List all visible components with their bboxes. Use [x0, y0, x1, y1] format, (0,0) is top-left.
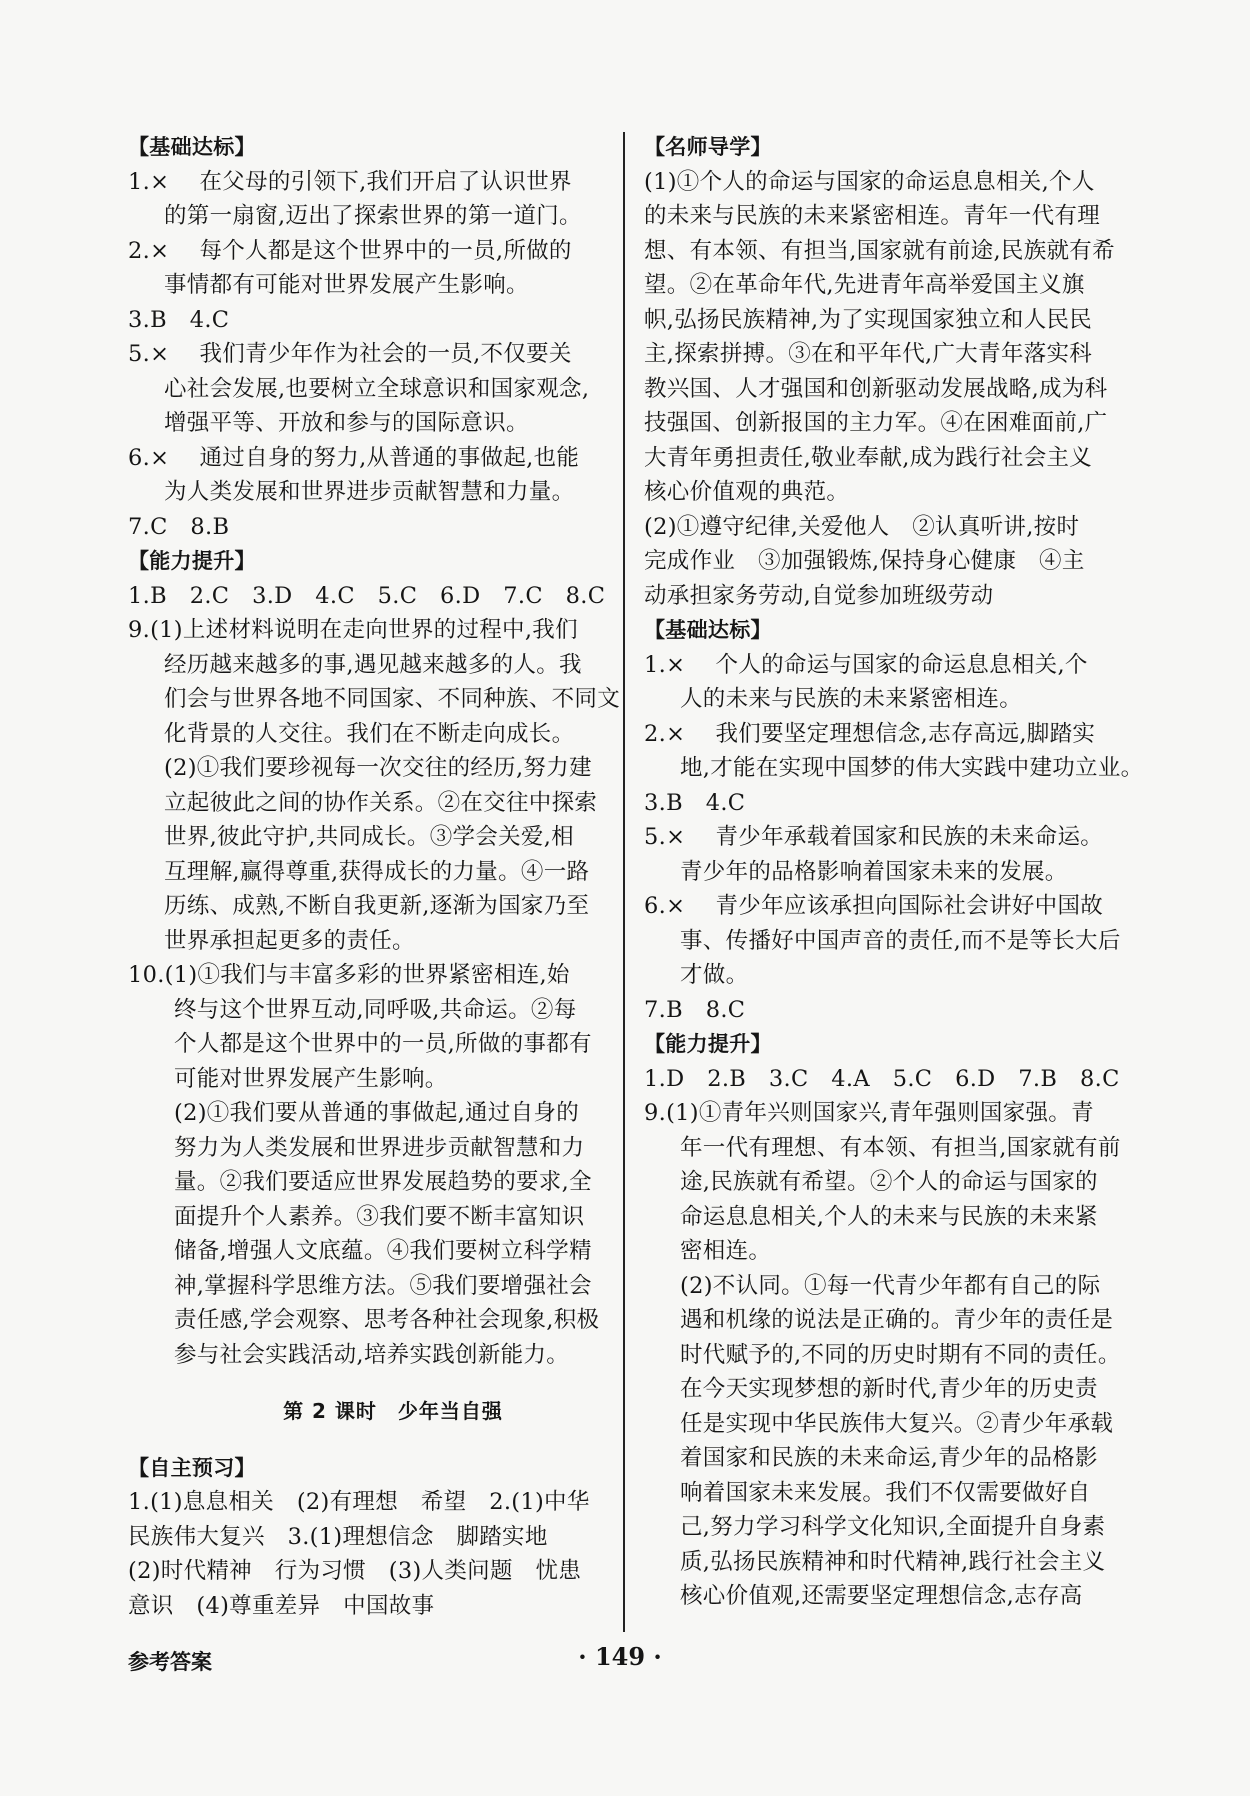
- answer-line: 经历越来越多的事,遇见越来越多的人。我: [164, 651, 582, 678]
- answer-line: 想、有本领、有担当,国家就有前途,民族就有希: [644, 237, 1115, 264]
- answer-line: 增强平等、开放和参与的国际意识。: [164, 410, 529, 436]
- lesson-title: 第 2 课时 少年当自强: [283, 1399, 503, 1423]
- answer-line: 3.B 4.C: [128, 306, 230, 333]
- answer-line: 途,民族就有希望。②个人的命运与国家的: [680, 1169, 1098, 1195]
- answer-line: 1.(1)息息相关 (2)有理想 希望 2.(1)中华: [128, 1489, 590, 1515]
- answer-line: 己,努力学习科学文化知识,全面提升自身素: [680, 1514, 1106, 1540]
- answer-line: 互理解,赢得尊重,获得成长的力量。④一路: [164, 858, 590, 885]
- answer-line: 心社会发展,也要树立全球意识和国家观念,: [164, 375, 590, 402]
- answer-line: 1.D 2.B 3.C 4.A 5.C 6.D 7.B 8.C: [644, 1065, 1120, 1092]
- answer-line: 终与这个世界互动,同呼吸,共命运。②每: [174, 996, 577, 1023]
- answer-line: 在今天实现梦想的新时代,青少年的历史责: [680, 1376, 1098, 1402]
- answer-line: 核心价值观,还需要坚定理想信念,志存高: [680, 1583, 1083, 1609]
- answer-line: 3.B 4.C: [644, 789, 746, 816]
- answer-line: 个人都是这个世界中的一员,所做的事都有: [174, 1031, 592, 1057]
- answer-line: [128, 1429, 658, 1451]
- answer-line: 事情都有可能对世界发展产生影响。: [164, 272, 529, 298]
- answer-line: 意识 (4)尊重差异 中国故事: [128, 1592, 435, 1619]
- answer-line: 7.C 8.B: [128, 513, 230, 540]
- section-heading: 【基础达标】: [128, 135, 256, 159]
- answer-line: 质,弘扬民族精神和时代精神,践行社会主义: [680, 1548, 1106, 1575]
- answer-line: 7.B 8.C: [644, 996, 746, 1023]
- left-column: [128, 130, 658, 1623]
- answer-line: 化背景的人交往。我们在不断走向成长。: [164, 720, 575, 747]
- answer-line: 6.× 青少年应该承担向国际社会讲好中国故: [644, 893, 1104, 919]
- answer-line: 望。②在革命年代,先进青年高举爱国主义旗: [644, 272, 1085, 298]
- footer-label: 参考答案: [128, 1650, 212, 1674]
- answer-line: 帜,弘扬民族精神,为了实现国家独立和人民民: [644, 306, 1093, 333]
- answer-line: 的第一扇窗,迈出了探索世界的第一道门。: [164, 203, 582, 229]
- answer-line: 世界承担起更多的责任。: [164, 927, 415, 954]
- answer-line: 民族伟大复兴 3.(1)理想信念 脚踏实地: [128, 1523, 548, 1550]
- answer-line: 量。②我们要适应世界发展趋势的要求,全: [174, 1169, 592, 1195]
- answer-line: 5.× 青少年承载着国家和民族的未来命运。: [644, 824, 1104, 850]
- answer-line: 响着国家未来发展。我们不仅需要做好自: [680, 1479, 1091, 1506]
- answer-line: 历练、成熟,不断自我更新,逐渐为国家乃至: [164, 893, 590, 919]
- answer-line: 教兴国、人才强国和创新驱动发展战略,成为科: [644, 375, 1108, 402]
- answer-line: 6.× 通过自身的努力,从普通的事做起,也能: [128, 444, 580, 471]
- answer-line: 10.(1)①我们与丰富多彩的世界紧密相连,始: [128, 962, 570, 988]
- right-column: [644, 130, 1144, 1614]
- answer-line: 密相连。: [680, 1238, 772, 1264]
- section-heading: 【基础达标】: [644, 618, 772, 642]
- answer-line: (2)时代精神 行为习惯 (3)人类问题 忧患: [128, 1558, 582, 1584]
- answer-line: 事、传播好中国声音的责任,而不是等长大后: [680, 927, 1121, 954]
- answer-line: (2)①我们要从普通的事做起,通过自身的: [174, 1100, 580, 1126]
- answer-line: 大青年勇担责任,敬业奉献,成为践行社会主义: [644, 444, 1093, 471]
- answer-line: 2.× 我们要坚定理想信念,志存高远,脚踏实: [644, 720, 1096, 747]
- answer-line: 才做。: [680, 962, 749, 988]
- answer-line: 完成作业 ③加强锻炼,保持身心健康 ④主: [644, 548, 1085, 574]
- answer-line: 世界,彼此守护,共同成长。③学会关爱,相: [164, 824, 574, 850]
- answer-line: 技强国、创新报国的主力军。④在困难面前,广: [644, 410, 1108, 436]
- answer-line: 着国家和民族的未来命运,青少年的品格影: [680, 1445, 1098, 1471]
- answer-line: 参与社会实践活动,培养实践创新能力。: [174, 1341, 570, 1368]
- answer-line: 神,掌握科学思维方法。⑤我们要增强社会: [174, 1272, 592, 1299]
- answer-line: 时代赋予的,不同的历史时期有不同的责任。: [680, 1341, 1121, 1368]
- answer-line: 地,才能在实现中国梦的伟大实践中建功立业。: [680, 755, 1144, 781]
- column-divider: [623, 132, 625, 1632]
- answer-line: 为人类发展和世界进步贡献智慧和力量。: [164, 479, 575, 505]
- section-heading: 【自主预习】: [128, 1455, 256, 1480]
- answer-line: 人的未来与民族的未来紧密相连。: [680, 686, 1023, 712]
- answer-line: 储备,增强人文底蕴。④我们要树立科学精: [174, 1238, 592, 1264]
- answer-line: 1.× 在父母的引领下,我们开启了认识世界: [128, 168, 572, 195]
- answer-line: 1.× 个人的命运与国家的命运息息相关,个: [644, 651, 1088, 678]
- answer-line: 5.× 我们青少年作为社会的一员,不仅要关: [128, 341, 572, 367]
- section-heading: 【能力提升】: [128, 549, 256, 573]
- answer-line: 责任感,学会观察、思考各种社会现象,积极: [174, 1307, 600, 1333]
- answer-line: 青少年的品格影响着国家未来的发展。: [680, 858, 1068, 885]
- answer-line: 立起彼此之间的协作关系。②在交往中探索: [164, 789, 598, 816]
- answer-line: 的未来与民族的未来紧密相连。青年一代有理: [644, 203, 1101, 229]
- section-heading: 【名师导学】: [644, 135, 772, 159]
- answer-line: 努力为人类发展和世界进步贡献智慧和力: [174, 1134, 585, 1161]
- answer-line: [128, 1372, 658, 1394]
- answer-line: 2.× 每个人都是这个世界中的一员,所做的: [128, 237, 572, 264]
- answer-line: 1.B 2.C 3.D 4.C 5.C 6.D 7.C 8.C: [128, 582, 606, 609]
- answer-line: 命运息息相关,个人的未来与民族的未来紧: [680, 1203, 1098, 1230]
- section-heading: 【能力提升】: [644, 1032, 772, 1056]
- answer-line: 们会与世界各地不同国家、不同种族、不同文: [164, 686, 621, 712]
- answer-line: 动承担家务劳动,自觉参加班级劳动: [644, 582, 994, 609]
- answer-line: 核心价值观的典范。: [644, 479, 850, 505]
- answer-line: (2)①遵守纪律,关爱他人 ②认真听讲,按时: [644, 513, 1080, 540]
- answer-line: 遇和机缘的说法是正确的。青少年的责任是: [680, 1307, 1114, 1333]
- answer-line: 9.(1)①青年兴则国家兴,青年强则国家强。青: [644, 1100, 1094, 1126]
- answer-line: 面提升个人素养。③我们要不断丰富知识: [174, 1203, 585, 1230]
- answer-line: 年一代有理想、有本领、有担当,国家就有前: [680, 1134, 1121, 1161]
- answer-line: (2)①我们要珍视每一次交往的经历,努力建: [164, 755, 592, 781]
- answer-line: 主,探索拼搏。③在和平年代,广大青年落实科: [644, 341, 1093, 367]
- answer-line: 可能对世界发展产生影响。: [174, 1065, 448, 1092]
- answer-line: (2)不认同。①每一代青少年都有自己的际: [680, 1272, 1101, 1299]
- answer-line: 9.(1)上述材料说明在走向世界的过程中,我们: [128, 617, 578, 643]
- answer-line: 任是实现中华民族伟大复兴。②青少年承载: [680, 1410, 1114, 1437]
- answer-line: (1)①个人的命运与国家的命运息息相关,个人: [644, 168, 1095, 195]
- page-number: · 149 ·: [578, 1642, 662, 1671]
